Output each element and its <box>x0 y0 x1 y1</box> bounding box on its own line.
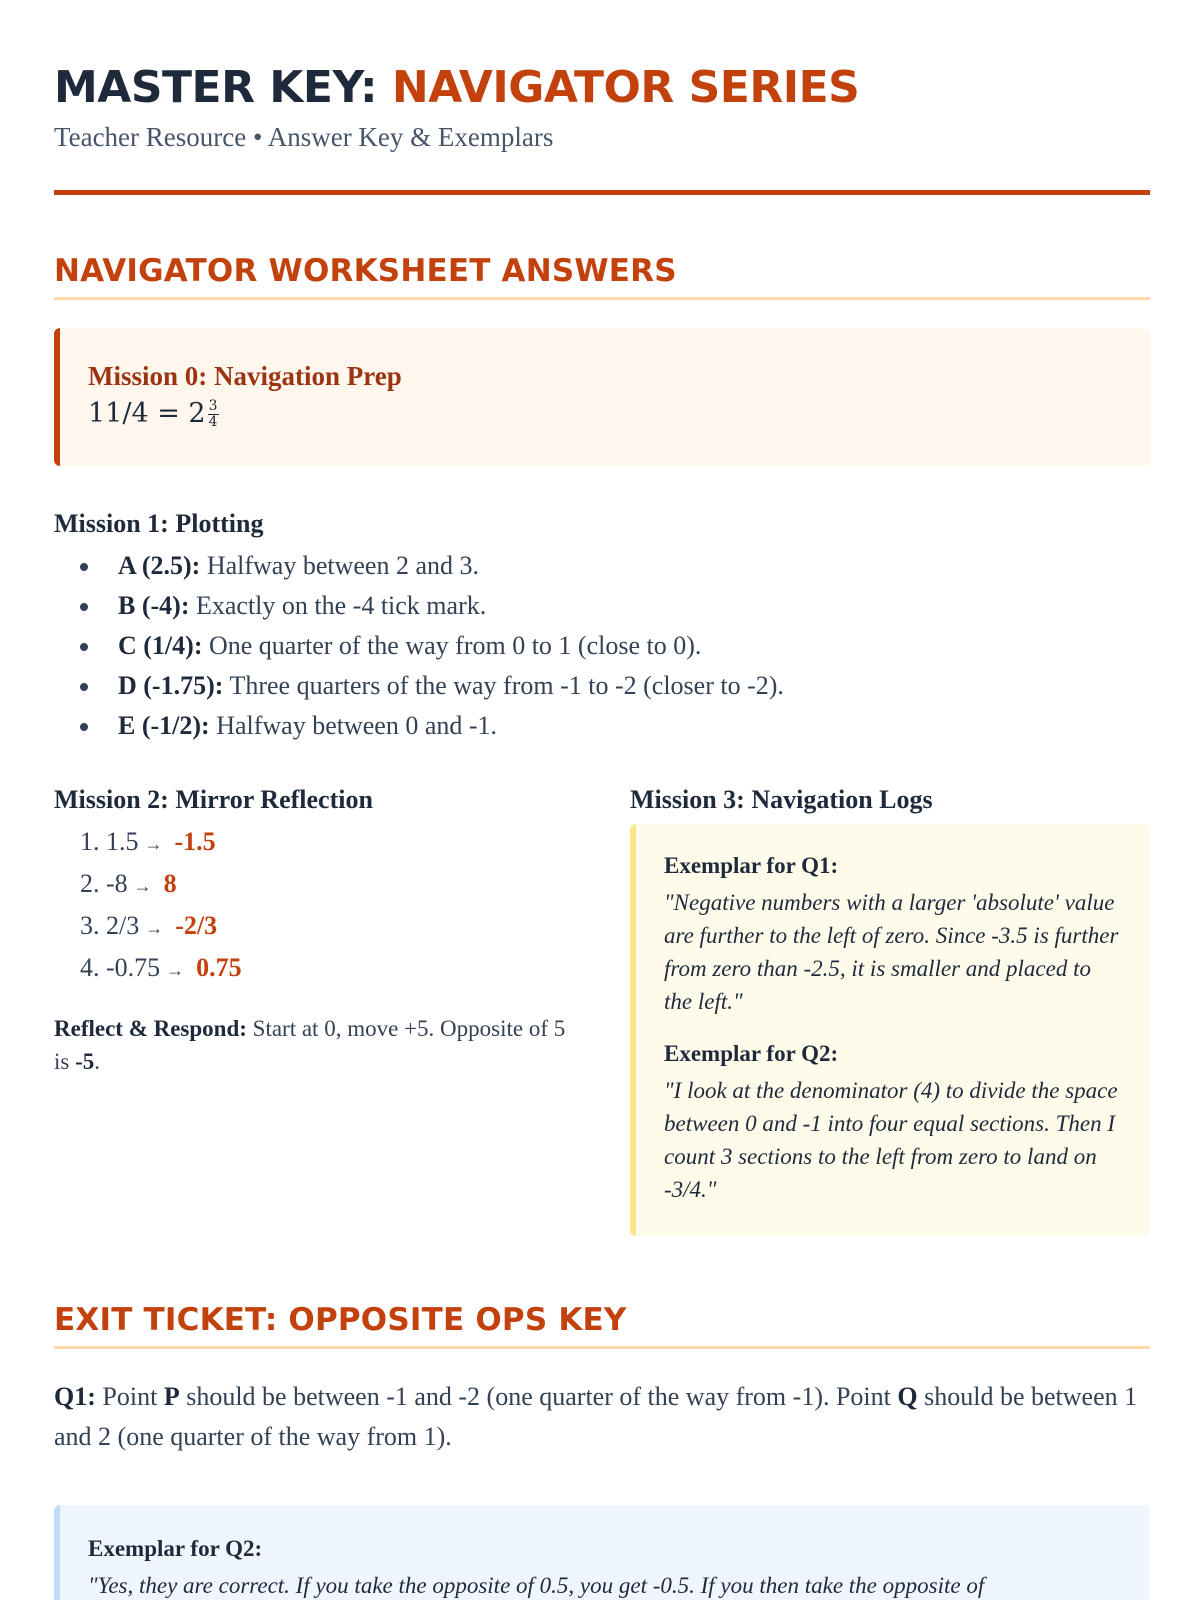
arrow-right-icon: → <box>145 918 164 938</box>
reflect-label: Reflect & Respond: <box>54 1016 247 1041</box>
mission2-column <box>54 782 584 1236</box>
bullet-icon <box>80 723 88 731</box>
item-label: E (-1/2): <box>118 711 210 740</box>
q1-label: Q1: <box>54 1382 96 1411</box>
item-number: 3. <box>80 911 100 940</box>
arrow-right-icon: → <box>144 834 163 854</box>
point-q: Q <box>897 1382 918 1411</box>
list-item <box>54 864 584 906</box>
exemplar-q2-text: "I look at the denominator (4) to divide the space between 0 and -1 into four equal sections. Then I count 3 sections to the left from zero to land on -3/4." <box>664 1078 1118 1202</box>
item-text: Halfway between 0 and -1. <box>209 711 498 740</box>
item-label: B (-4): <box>118 591 190 620</box>
section-title-worksheet: NAVIGATOR WORKSHEET ANSWERS <box>54 253 1150 300</box>
given-value: 1.5 <box>106 827 139 856</box>
missions-2-3-columns <box>54 782 1150 1236</box>
q1-text: should be between -1 and -2 (one quarter of the way from -1). Point <box>179 1382 898 1411</box>
mission0-fraction <box>208 399 219 430</box>
answer-value: -2/3 <box>175 911 218 940</box>
mission0-title: Mission 0: Navigation Prep <box>88 361 402 391</box>
reflect-answer: -5 <box>75 1049 95 1074</box>
list-item <box>54 666 1146 706</box>
exit-q2-text: "Yes, they are correct. If you take the opposite of 0.5, you get -0.5. If you then take the opposite of <box>88 1573 985 1598</box>
list-item <box>54 822 584 864</box>
mission0-callout <box>54 328 1150 466</box>
bullet-icon <box>80 603 88 611</box>
given-value: -0.75 <box>106 953 161 982</box>
exit-q1-answer <box>54 1377 1154 1457</box>
answer-value: -1.5 <box>174 827 216 856</box>
item-number: 1. <box>80 827 100 856</box>
reflect-text: Start at 0, move +5. Opposite of 5 is <box>54 1016 566 1074</box>
mission2-title: Mission 2: Mirror Reflection <box>54 785 373 814</box>
title-accent: NAVIGATOR SERIES <box>391 62 860 113</box>
exemplar-q2-title: Exemplar for Q2: <box>664 1041 839 1066</box>
q1-text: should be between 1 and 2 (one quarter of the way from 1). <box>54 1382 1138 1451</box>
page-title <box>54 58 1146 118</box>
given-value: 2/3 <box>106 911 140 940</box>
section-title-exit-ticket: EXIT TICKET: OPPOSITE OPS KEY <box>54 1302 1150 1349</box>
title-prefix: MASTER KEY: <box>54 62 392 113</box>
list-item <box>54 626 1146 666</box>
reflect-respond <box>54 1012 584 1078</box>
arrow-right-icon: → <box>166 960 185 980</box>
answer-value: 8 <box>163 869 177 898</box>
mission1-title: Mission 1: Plotting <box>54 509 264 538</box>
exit-q2-title: Exemplar for Q2: <box>88 1536 263 1561</box>
page-subtitle: Teacher Resource • Answer Key & Exemplars <box>54 122 554 152</box>
mission3-title: Mission 3: Navigation Logs <box>630 785 933 814</box>
bullet-icon <box>80 643 88 651</box>
arrow-right-icon: → <box>133 876 152 896</box>
item-text: Three quarters of the way from -1 to -2 (closer to -2). <box>223 671 784 700</box>
reflect-end: . <box>94 1049 101 1074</box>
exit-q2-callout <box>54 1505 1150 1600</box>
bullet-icon <box>80 683 88 691</box>
navigation-logs-callout <box>630 824 1150 1236</box>
mission3-column <box>630 782 1150 1236</box>
q1-text: Point <box>95 1382 164 1411</box>
mission0-answer <box>88 394 1122 434</box>
exemplar-q1-text: "Negative numbers with a larger 'absolute' value are further to the left of zero. Since -3.5 is further from zero than -2.5, it is smaller and placed to the left." <box>664 890 1119 1014</box>
item-text: Exactly on the -4 tick mark. <box>189 591 487 620</box>
mission1-list <box>54 546 1146 746</box>
mission0-equation: 11/4 = 2 <box>88 398 206 429</box>
list-item <box>54 586 1146 626</box>
fraction-denominator: 4 <box>208 413 218 430</box>
list-item <box>54 546 1146 586</box>
item-label: D (-1.75): <box>118 671 224 700</box>
point-p: P <box>163 1382 180 1411</box>
item-text: One quarter of the way from 0 to 1 (close to 0). <box>202 631 702 660</box>
answer-value: 0.75 <box>196 953 242 982</box>
fraction-numerator: 3 <box>208 397 218 414</box>
mission2-list <box>54 822 584 990</box>
bullet-icon <box>80 563 88 571</box>
item-label: C (1/4): <box>118 631 203 660</box>
item-label: A (2.5): <box>118 551 201 580</box>
header-divider <box>54 190 1150 195</box>
page-header <box>54 58 1146 195</box>
list-item <box>54 948 584 990</box>
item-text: Halfway between 2 and 3. <box>200 551 480 580</box>
item-number: 4. <box>80 953 100 982</box>
given-value: -8 <box>106 869 128 898</box>
list-item <box>54 706 1146 746</box>
exemplar-q1-title: Exemplar for Q1: <box>664 853 839 878</box>
item-number: 2. <box>80 869 100 898</box>
list-item <box>54 906 584 948</box>
